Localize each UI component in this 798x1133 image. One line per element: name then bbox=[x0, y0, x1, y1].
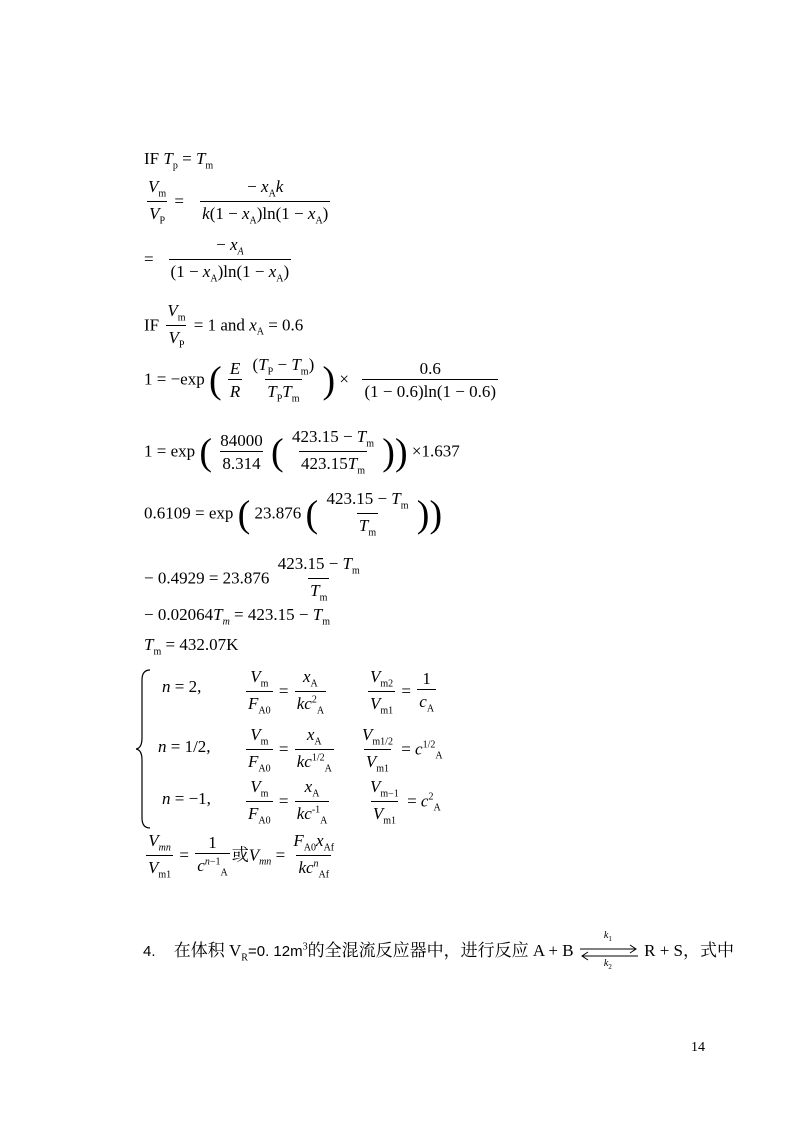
result-tm: $T_m = 432.07K$ bbox=[144, 635, 239, 658]
case-n-half: n = 1/2, bbox=[158, 737, 211, 756]
case-n-neg1-fraction: $\frac{V_m}{F_{A0}}$ = $\frac{x_A}{kc^{-1}_A}$ bbox=[248, 777, 328, 827]
left-brace bbox=[136, 668, 152, 830]
case-n-half-ratio: $\frac{V_{m1/2}}{V_{m1}}$ = $c^{1/2}_A$ bbox=[362, 725, 443, 775]
log-equation: − 0.4929 = 23.876 $\frac{423.15 - T_m}{T_m}$ bbox=[144, 554, 360, 604]
exp-equation-3: 0.6109 = exp ( 23.876 ( $\frac{423.15 - T_m}{T_m}$ )) bbox=[144, 489, 443, 539]
case-n-neg1: n = −1, bbox=[162, 789, 211, 808]
if-unity-line: IF $\frac{V_m}{V_P}$ = 1 and $x_A = 0.6$ bbox=[144, 301, 304, 351]
general-formula: $\frac{V_{mn}}{V_{m1}}$ = $\frac{1}{c^{n-1}_A}$ 或$V_{mn}$ = $\frac{F_{A0}x_{Af}}{kc^n_{Af}}$ bbox=[148, 831, 335, 881]
if-condition-line: IF $T_p = T_m$ bbox=[144, 149, 214, 172]
question-4: 4. 在体积 $V_R=0$. $12m^3$的全混流反应器中，进行反应 A + B $k_1$ $k_2$ R + S，式中 bbox=[143, 930, 734, 971]
exp-equation-2: 1 = exp ( $\frac{84000}{8.314}$ ( $\frac{423.15 - T_m}{423.15T_m}$ )) ×1.637 bbox=[144, 427, 460, 477]
exp-equation-1: 1 = −exp ( $\frac{E}{R}$ $\frac{(T_P - T_m)}{T_PT_m}$ ) × $\frac{0.6}{(1 - 0.6)\ln(1 - 0.6)}$ bbox=[144, 355, 497, 405]
case-n-2-fraction: $\frac{V_m}{F_{A0}}$ = $\frac{x_A}{kc^2_A}$ bbox=[248, 667, 325, 717]
case-n-half-fraction: $\frac{V_m}{F_{A0}}$ = $\frac{x_A}{kc^{1/2}_A}$ bbox=[248, 725, 332, 775]
volume-ratio-equation: $\frac{V_m}{V_P}$ = $\frac{- x_Ak}{k(1 - x_A)\ln(1 - x_A)}$ bbox=[148, 177, 329, 227]
reversible-reaction-arrows: $k_1$ $k_2$ bbox=[578, 937, 640, 967]
case-n-2: n = 2, bbox=[162, 677, 202, 696]
case-n-2-ratio: $\frac{V_{m2}}{V_{m1}}$ = $\frac{1}{c_A}$ bbox=[370, 667, 435, 717]
simplified-ratio-equation: = $\frac{- x_A}{(1 - x_A)\ln(1 - x_A)}$ bbox=[144, 235, 290, 285]
page-number: 14 bbox=[691, 1040, 705, 1055]
case-n-neg1-ratio: $\frac{V_{m-1}}{V_{m1}}$ = $c^2_A$ bbox=[370, 777, 441, 827]
linear-equation: − $0.02064T_m = 423.15 - T_m$ bbox=[144, 605, 330, 628]
